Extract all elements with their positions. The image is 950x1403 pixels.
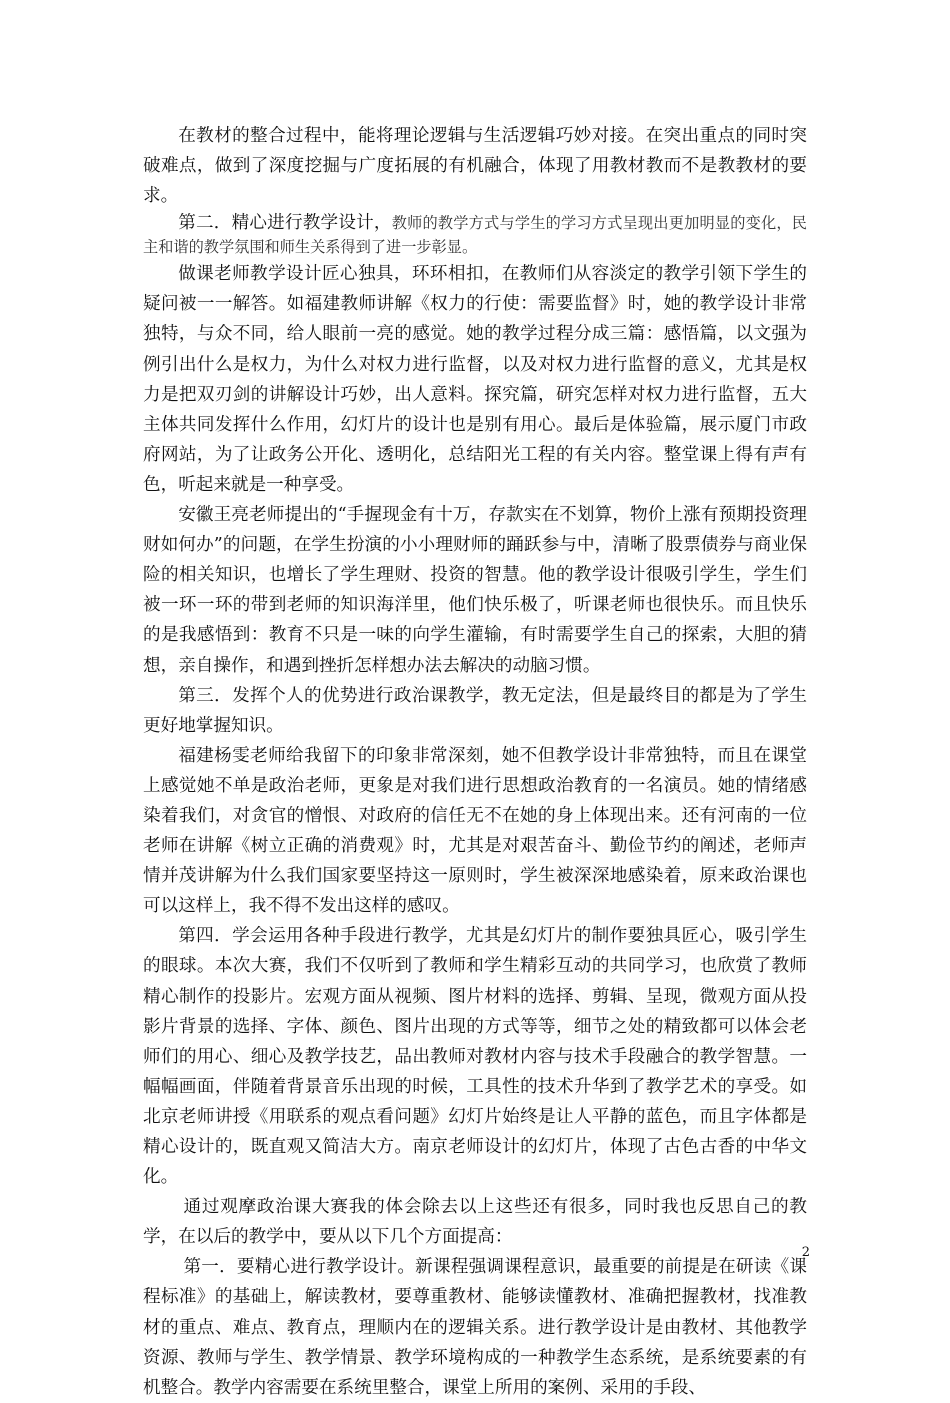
paragraph-reflection: 通过观摩政治课大赛我的体会除去以上这些还有很多，同时我也反思自己的教学，在以后的教学中，要从以下几个方面提高： <box>143 1197 807 1248</box>
paragraph-fourth-point: 第四．学会运用各种手段进行教学，尤其是幻灯片的制作要独具匠心，吸引学生的眼球。本次大赛，我们不仅听到了教师和学生精彩互动的共同学习，也欣赏了教师精心制作的投影片。宏观方面从视频、图片材料的选择、剪辑、呈现，微观方面从投影片背景的选择、字体、颜色、图片出现的方式等等，细节之处的精致都可以体会老师们的用心、细心及教学技艺，品出教师对教材内容与技术手段融合的教学智慧。一幅幅画面，伴随着背景音乐出现的时候，工具性的技术升华到了教学艺术的享受。如北京老师讲授《用联系的观点看问题》幻灯片始终是让人平静的蓝色，而且字体都是精心设计的，既直观又简洁大方。南京老师设计的幻灯片，体现了古色古香的中华文化。 <box>143 926 807 1188</box>
paragraph-yang-wen: 福建杨雯老师给我留下的印象非常深刻，她不但教学设计非常独特，而且在课堂上感觉她不单是政治老师，更象是对我们进行思想政治教育的一名演员。她的情绪感染着我们，对贪官的憎恨、对政府的信任无不在她的身上体现出来。还有河南的一位老师在讲解《树立正确的消费观》时，尤其是对艰苦奋斗、勤俭节约的阐述，老师声情并茂讲解为什么我们国家要坚持这一原则时，学生被深深地感染着，原来政治课也可以这样上，我不得不发出这样的感叹。 <box>143 745 807 917</box>
paragraph-second-point <box>143 211 807 259</box>
second-point-note: 教师的教学方式与学生的学习方式呈现出更加明显的变化，民主和谐的教学氛围和师生关系得到了进一步彰显。 <box>143 214 807 257</box>
document-body <box>143 121 807 1403</box>
second-point-heading: 第二．精心进行教学设计， <box>178 213 392 234</box>
page-number: 2 <box>801 1245 810 1260</box>
paragraph-fujian-lesson: 做课老师教学设计匠心独具，环环相扣，在教师们从容淡定的教学引领下学生的疑问被一一解答。如福建教师讲解《权力的行使：需要监督》时，她的教学设计非常独特，与众不同，给人眼前一亮的感觉。她的教学过程分成三篇：感悟篇，以文强为例引出什么是权力，为什么对权力进行监督，以及对权力进行监督的意义，尤其是权力是把双刃剑的讲解设计巧妙，出人意料。探究篇，研究怎样对权力进行监督，五大主体共同发挥什么作用，幻灯片的设计也是别有用心。最后是体验篇，展示厦门市政府网站，为了让政务公开化、透明化，总结阳光工程的有关内容。整堂课上得有声有色，听起来就是一种享受。 <box>143 264 807 495</box>
paragraph-anhui-lesson: 安徽王亮老师提出的“手握现金有十万，存款实在不划算，物价上涨有预期投资理财如何办”的问题，在学生扮演的小小理财师的踊跃参与中，清晰了股票债券与商业保险的相关知识，也增长了学生理财、投资的智慧。他的教学设计很吸引学生，学生们被一环一环的带到老师的知识海洋里，他们快乐极了，听课老师也很快乐。而且快乐的是我感悟到：教育不只是一味的向学生灌输，有时需要学生自己的探索，大胆的猜想，亲自操作，和遇到挫折怎样想办法去解决的动脑习惯。 <box>143 505 807 676</box>
paragraph-first-improvement: 第一．要精心进行教学设计。新课程强调课程意识，最重要的前提是在研读《课程标准》的基础上，解读教材，要尊重教材、能够读懂教材、准确把握教材，找准教材的重点、难点、教育点，理顺内在的逻辑关系。进行教学设计是由教材、其他教学资源、教师与学生、教学情景、教学环境构成的一种教学生态系统，是系统要素的有机整合。教学内容需要在系统里整合，课堂上所用的案例、采用的手段、 <box>143 1257 807 1398</box>
paragraph-textbook-integration: 在教材的整合过程中，能将理论逻辑与生活逻辑巧妙对接。在突出重点的同时突破难点，做到了深度挖掘与广度拓展的有机融合，体现了用教材教而不是教教材的要求。 <box>143 126 807 207</box>
paragraph-third-point: 第三．发挥个人的优势进行政治课教学，教无定法，但是最终目的都是为了学生更好地掌握知识。 <box>143 685 807 736</box>
